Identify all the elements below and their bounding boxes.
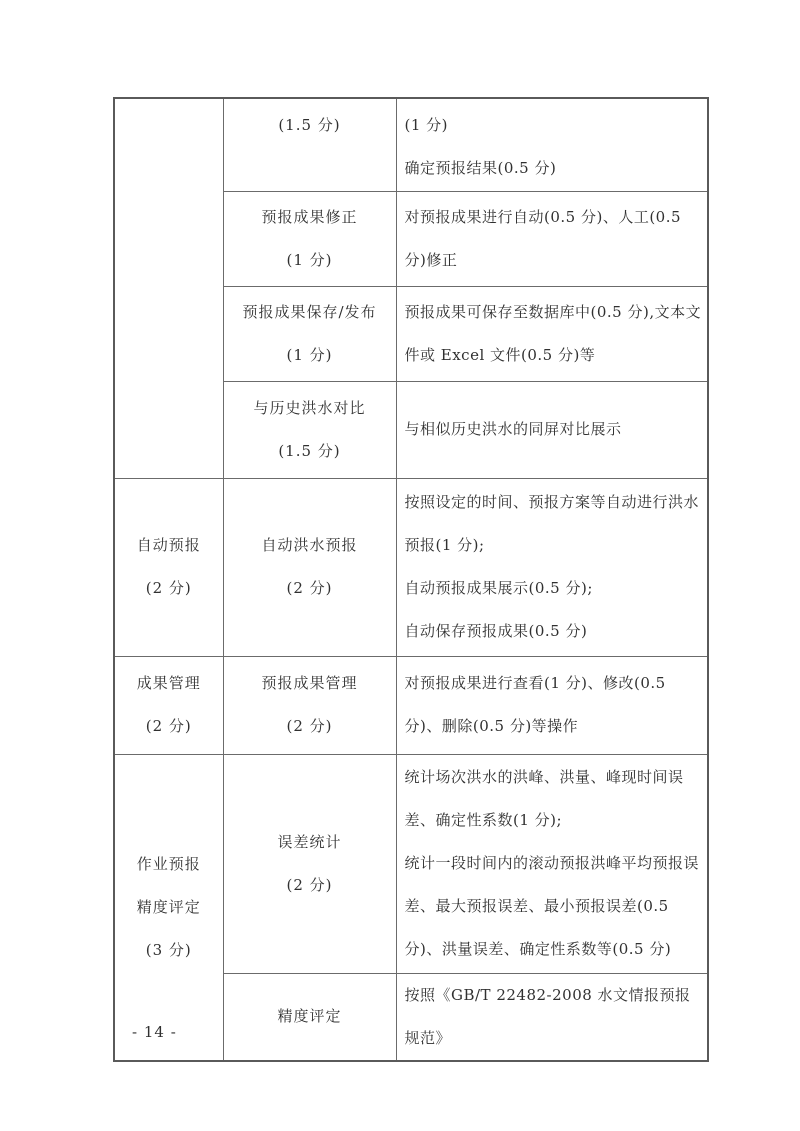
category-cell (114, 478, 223, 656)
item-title: 与历史洪水对比 (253, 398, 366, 417)
item-score: (2 分) (286, 717, 333, 735)
desc-paragraph: 统计场次洪水的洪峰、洪量、峰现时间误差、确定性系数(1 分); (404, 768, 684, 829)
page-number: - 14 - (132, 1023, 177, 1041)
category-score: (2 分) (145, 717, 192, 735)
description-cell (396, 286, 708, 381)
item-score: (1 分) (286, 345, 333, 364)
category-cell (114, 754, 223, 1061)
category-title: 自动预报 (136, 536, 201, 554)
description-cell (396, 478, 708, 656)
description-cell (396, 973, 708, 1061)
category-title: 精度评定 (136, 897, 201, 916)
description-cell (396, 381, 708, 478)
evaluation-table (113, 97, 709, 1062)
description-cell (396, 191, 708, 286)
item-cell (223, 754, 396, 973)
item-score: (2 分) (286, 579, 333, 597)
item-title: 预报成果保存/发布 (242, 302, 377, 321)
item-title: 预报成果管理 (261, 674, 358, 692)
item-cell (223, 656, 396, 754)
description-cell (396, 754, 708, 973)
table-row (114, 656, 708, 754)
item-title: 预报成果修正 (261, 207, 358, 226)
item-score: (2 分) (286, 875, 333, 894)
desc-paragraph: 对预报成果进行自动(0.5 分)、人工(0.5 分)修正 (404, 207, 682, 269)
item-title: 误差统计 (277, 832, 342, 851)
item-title: 自动洪水预报 (261, 536, 358, 554)
category-title: 作业预报 (136, 854, 201, 873)
item-cell (223, 478, 396, 656)
description-cell (396, 98, 708, 191)
desc-paragraph: 对预报成果进行查看(1 分)、修改(0.5 分)、删除(0.5 分)等操作 (404, 674, 666, 735)
item-cell (223, 191, 396, 286)
table-row (114, 754, 708, 973)
item-score: (1.5 分) (278, 116, 341, 134)
category-score: (2 分) (145, 579, 192, 597)
item-cell (223, 973, 396, 1061)
table-row (114, 478, 708, 656)
desc-paragraph: 与相似历史洪水的同屏对比展示 (404, 420, 622, 438)
desc-paragraph: 确定预报结果(0.5 分) (404, 159, 557, 177)
desc-paragraph: 自动保存预报成果(0.5 分) (404, 622, 588, 640)
description-cell (396, 656, 708, 754)
desc-paragraph: 按照设定的时间、预报方案等自动进行洪水预报(1 分); (404, 493, 700, 554)
item-cell (223, 381, 396, 478)
desc-paragraph: (1 分) (404, 116, 449, 134)
item-title: 精度评定 (277, 1007, 342, 1025)
desc-paragraph: 预报成果可保存至数据库中(0.5 分),文本文件或 Excel 文件(0.5 分)等 (404, 302, 702, 364)
desc-paragraph: 自动预报成果展示(0.5 分); (404, 579, 593, 597)
item-cell (223, 286, 396, 381)
category-score: (3 分) (145, 940, 192, 959)
item-score: (1 分) (286, 250, 333, 269)
table-row (114, 98, 708, 191)
category-cell (114, 656, 223, 754)
category-title: 成果管理 (136, 674, 201, 692)
category-cell-empty (114, 98, 223, 478)
item-score: (1.5 分) (278, 441, 341, 460)
desc-paragraph: 统计一段时间内的滚动预报洪峰平均预报误差、最大预报误差、最小预报误差(0.5 分)、洪量误差、确定性系数等(0.5 分) (404, 854, 700, 958)
desc-paragraph: 按照《GB/T 22482-2008 水文情报预报规范》 (404, 985, 691, 1047)
item-cell (223, 98, 396, 191)
